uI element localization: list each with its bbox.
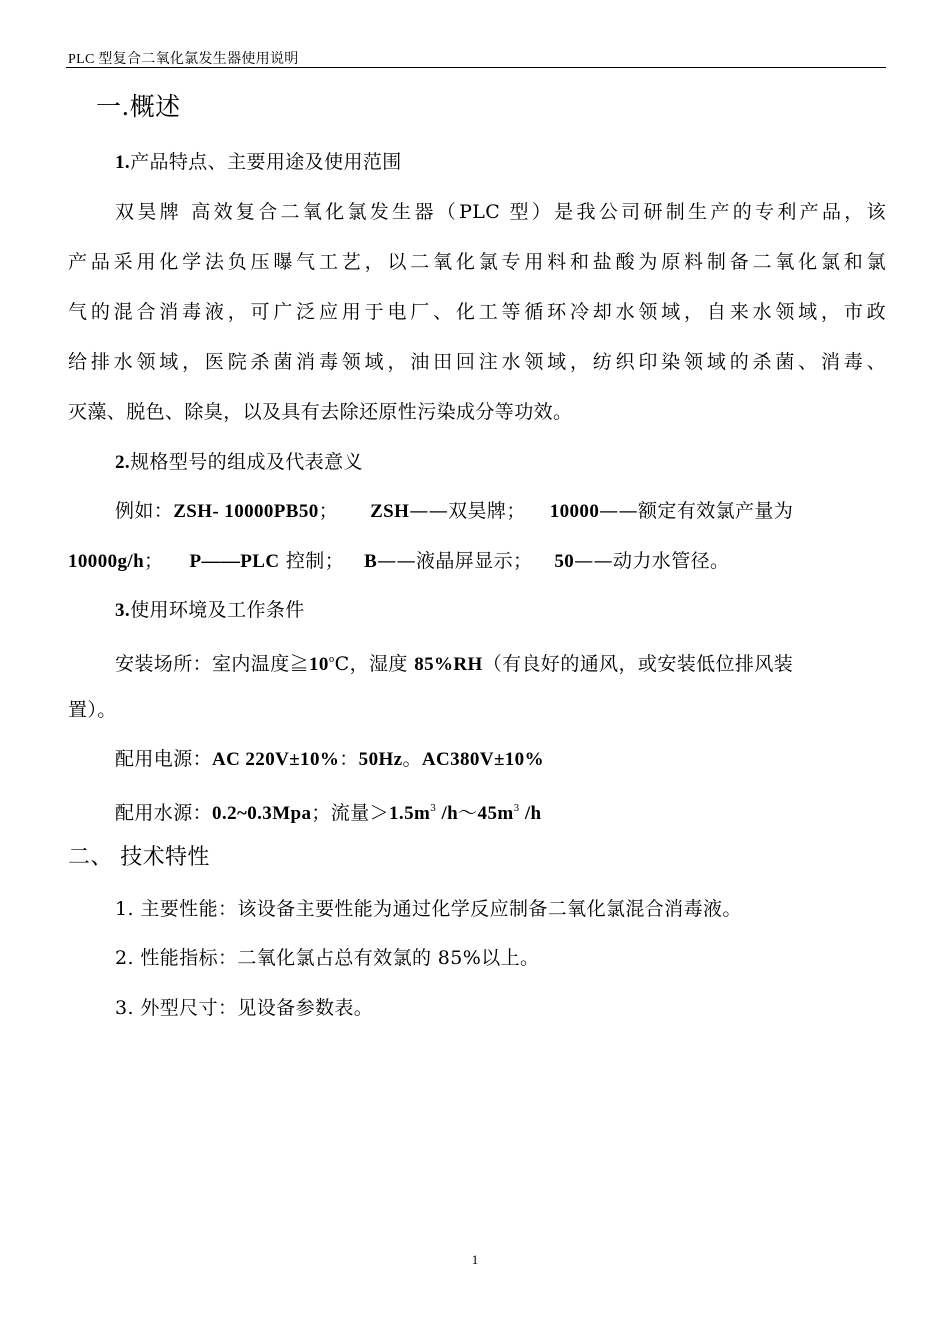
- paragraph-line: 灭藻、脱色、除臭，以及具有去除还原性污染成分等功效。: [68, 401, 573, 423]
- power-supply-line: [115, 746, 886, 773]
- power-sep: ：: [339, 748, 359, 770]
- subsection-3-title: 使用环境及工作条件: [130, 599, 305, 621]
- water-flow-unit-2: /h: [519, 803, 542, 824]
- power-label: 配用电源：: [115, 748, 213, 770]
- install-conditions-line-2: 置）。: [68, 699, 117, 721]
- pipe-code: 50: [554, 551, 575, 572]
- exponent: 3: [430, 804, 437, 814]
- water-label: 配用水源：: [115, 802, 213, 824]
- power-value-1: AC 220V±10%: [212, 749, 340, 770]
- zsh-code: ZSH: [370, 501, 410, 522]
- model-code: ZSH- 10000PB50: [173, 501, 319, 522]
- subsection-1-number: 1.: [115, 152, 131, 173]
- subsection-2-title: 规格型号的组成及代表意义: [130, 451, 363, 473]
- paragraph-line: 气的混合消毒液，可广泛应用于电厂、化工等循环冷却水领域，自来水领域，市政: [68, 301, 886, 323]
- water-tilde: ～: [458, 802, 478, 824]
- install-rest: （有良好的通风，或安装低位排风装: [482, 653, 794, 675]
- install-temp-unit: C，湿度: [334, 653, 415, 675]
- model-example-line-1: [115, 498, 886, 525]
- water-flow-1: 1.5m: [389, 803, 431, 824]
- b-code: B: [364, 551, 378, 572]
- exponent: 3: [513, 804, 520, 814]
- power-value-2: 50Hz: [358, 749, 403, 770]
- capacity-desc: ——额定有效氯产量为: [599, 500, 794, 522]
- p-code: P——PLC: [189, 551, 280, 572]
- water-flow-2: 45m: [477, 803, 514, 824]
- subsection-1-heading: [115, 149, 886, 176]
- subsection-1-title: 产品特点、主要用途及使用范围: [130, 151, 402, 173]
- power-sep-2: 。: [402, 748, 422, 770]
- subsection-3-number: 3.: [115, 600, 131, 621]
- capacity-value: 10000g/h: [68, 551, 145, 572]
- zsh-desc: ——双昊牌；: [409, 500, 526, 522]
- model-prefix: 例如：: [115, 500, 174, 522]
- header-title: PLC 型复合二氧化氯发生器使用说明: [68, 52, 299, 67]
- install-temp: 10: [309, 654, 329, 675]
- paragraph-line: 给排水领域，医院杀菌消毒领域，油田回注水领域，纺织印染领域的杀菌、消毒、: [68, 351, 886, 373]
- model-example-line-2: [68, 548, 886, 575]
- list-item: 3. 外型尺寸：见设备参数表。: [115, 997, 374, 1019]
- paragraph-line: 产品采用化学法负压曝气工艺，以二氧化氯专用料和盐酸为原料制备二氧化氯和氯: [68, 251, 886, 273]
- section-2-heading: 二、 技术特性: [68, 845, 210, 870]
- model-sep: ；: [318, 500, 339, 522]
- page-number: 1: [471, 1252, 479, 1267]
- water-pressure: 0.2~0.3Mpa: [212, 803, 312, 824]
- b-desc: ——液晶屏显示；: [377, 550, 533, 572]
- water-supply-line: [115, 796, 886, 827]
- subsection-2-heading: [115, 449, 886, 476]
- pipe-desc: ——动力水管径。: [574, 550, 730, 572]
- header-divider: [66, 67, 886, 68]
- capacity-code: 10000: [549, 501, 600, 522]
- section-1-heading: 一.概述: [96, 92, 181, 121]
- list-item: 2. 性能指标：二氧化氯占总有效氯的 85%以上。: [115, 947, 540, 969]
- capacity-end: ；: [144, 550, 164, 572]
- p-desc: 控制；: [279, 550, 345, 572]
- subsection-3-heading: [115, 597, 886, 624]
- install-humidity: 85%RH: [414, 654, 483, 675]
- degree-mark: o: [328, 655, 335, 665]
- water-sep: ；流量＞: [311, 802, 390, 824]
- subsection-2-number: 2.: [115, 452, 131, 473]
- install-conditions-line-1: [115, 647, 886, 678]
- paragraph-line: 双昊牌 高效复合二氧化氯发生器（PLC 型）是我公司研制生产的专利产品，该: [115, 201, 886, 223]
- install-label: 安装场所：室内温度≧: [115, 653, 310, 675]
- list-item: 1. 主要性能：该设备主要性能为通过化学反应制备二氧化氯混合消毒液。: [115, 898, 742, 920]
- power-value-3: AC380V±10%: [421, 749, 544, 770]
- water-flow-unit: /h: [436, 803, 459, 824]
